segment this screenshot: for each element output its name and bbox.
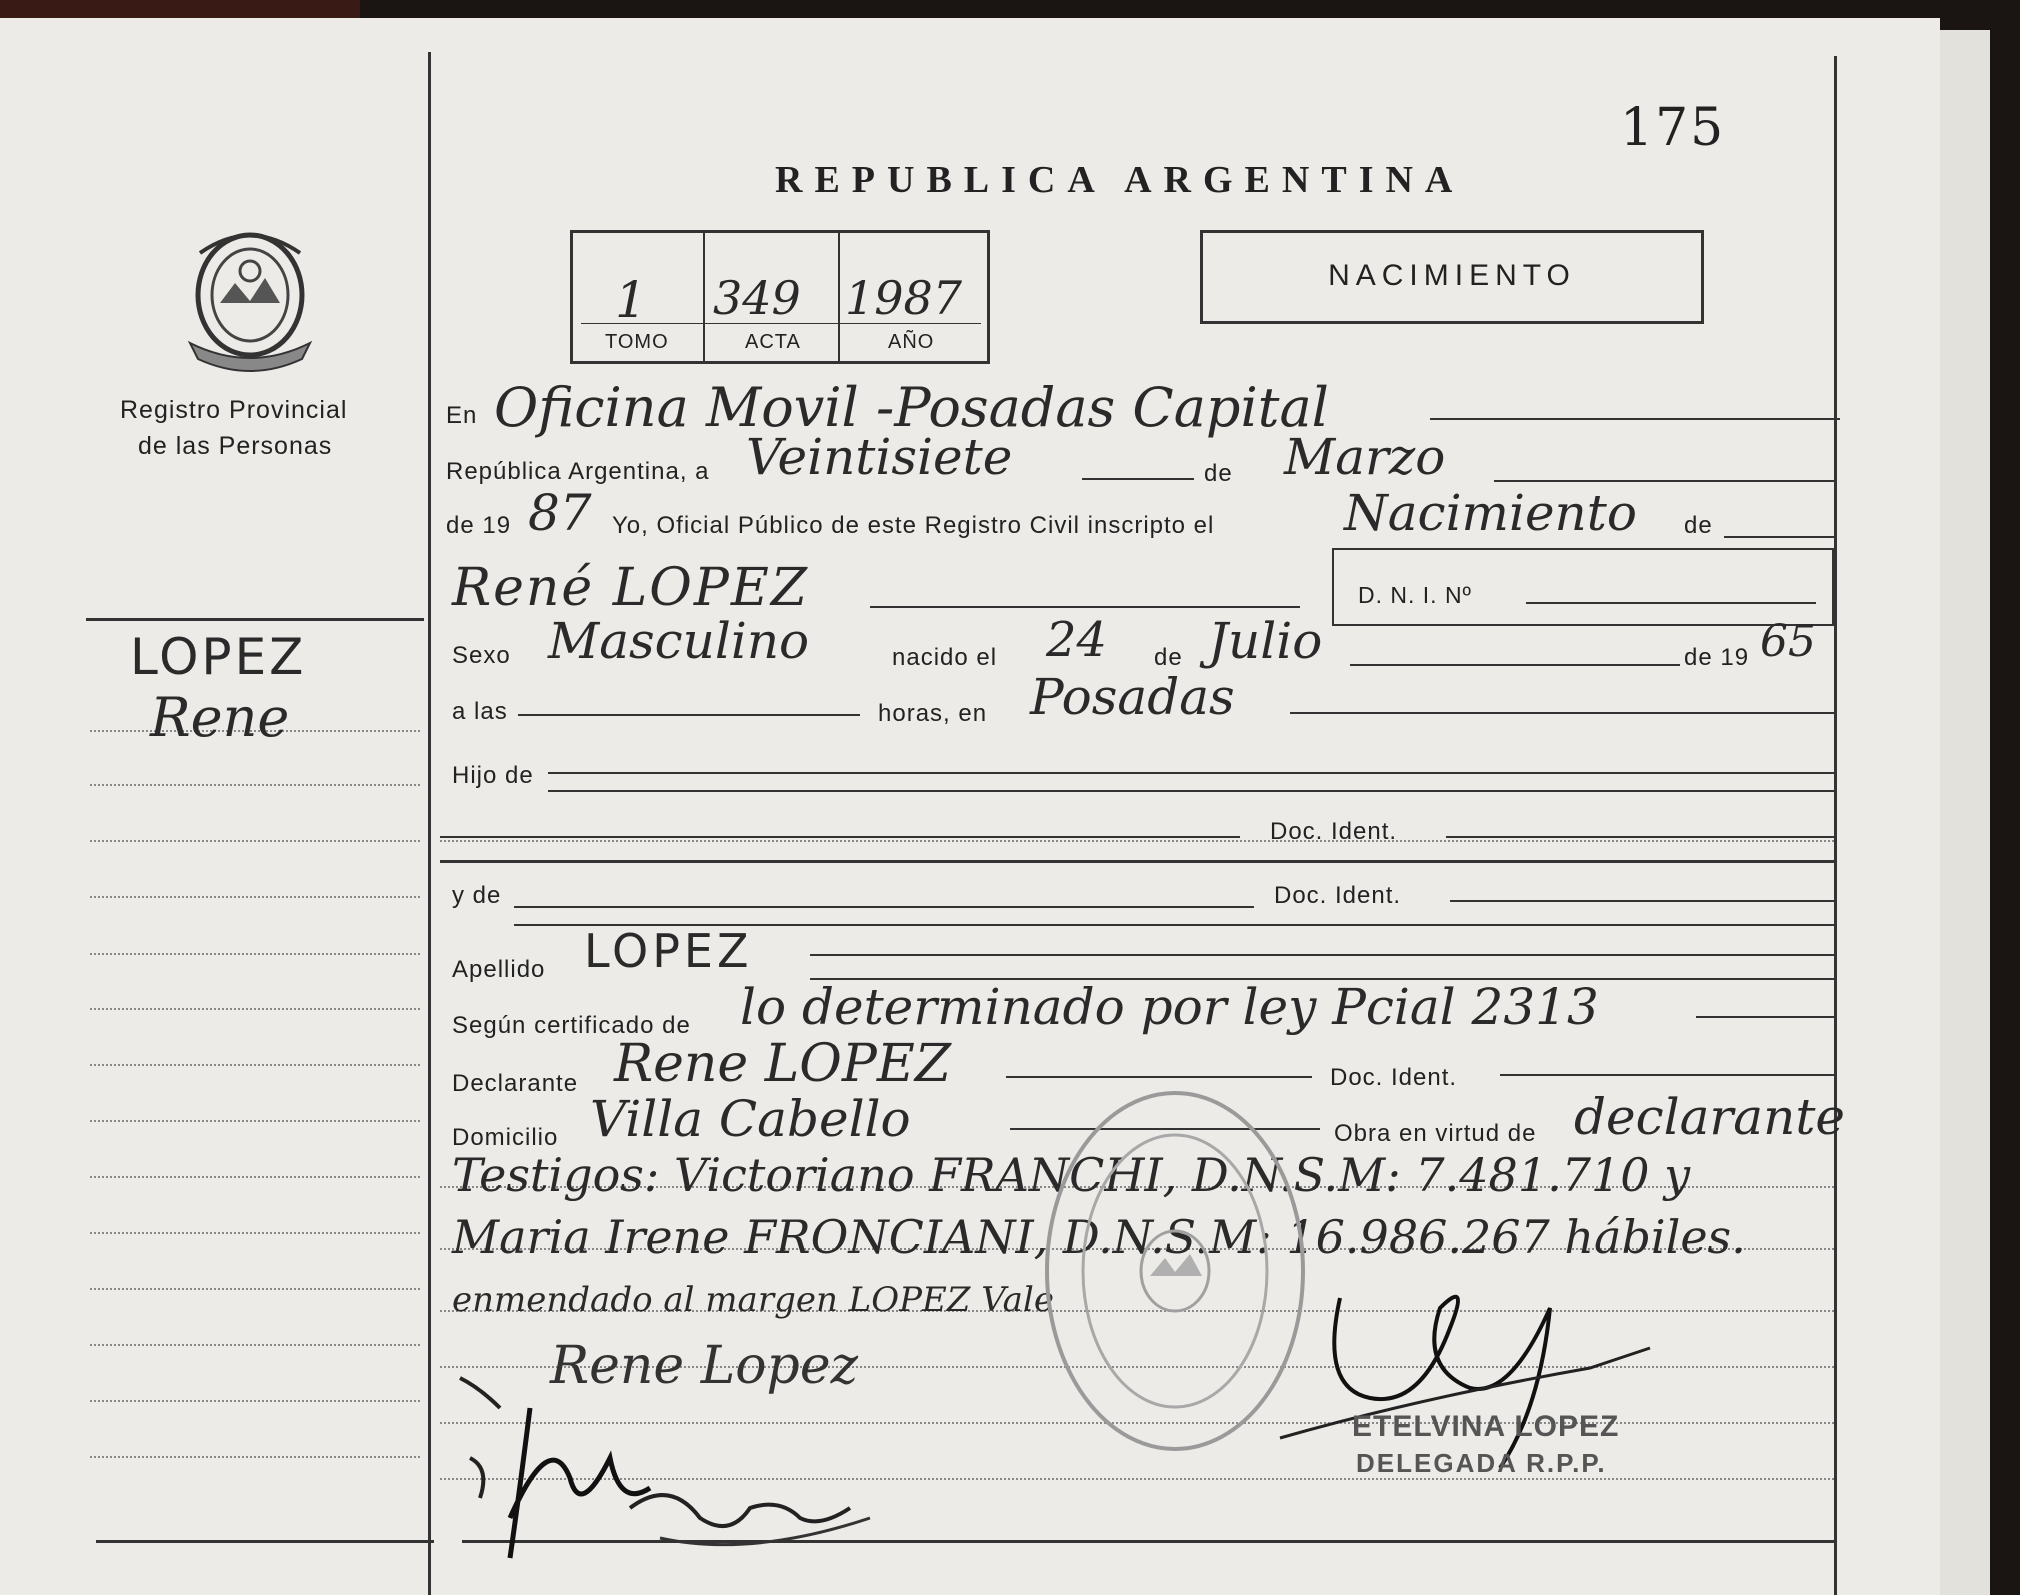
label-horas: horas, en bbox=[878, 700, 988, 727]
provincial-seal-icon bbox=[180, 223, 320, 373]
field-testigos-line2: Maria Irene FRONCIANI, D.N.S.M: 16.986.267 hábiles. bbox=[452, 1210, 1746, 1264]
margin-column-divider bbox=[428, 52, 431, 1595]
label-de19-nac: de 19 bbox=[1684, 644, 1750, 671]
handwritten-signature-icon bbox=[450, 1368, 910, 1568]
field-anio-nac: 65 bbox=[1760, 616, 1816, 667]
label-declarante: Declarante bbox=[452, 1070, 579, 1097]
acta-label: ACTA bbox=[745, 331, 801, 353]
delegada-name: ETELVINA LOPEZ bbox=[1352, 1410, 1620, 1443]
label-apellido: Apellido bbox=[452, 956, 546, 983]
field-dia-letras: Veintisiete bbox=[746, 428, 1013, 486]
label-segun: Según certificado de bbox=[452, 1012, 691, 1039]
act-type-box bbox=[1200, 230, 1704, 324]
field-declarante: Rene LOPEZ bbox=[614, 1034, 951, 1094]
act-type: NACIMIENTO bbox=[1328, 259, 1576, 292]
field-testigos-line1: Testigos: Victoriano FRANCHI, D.N.S.M: 7.481.710 y bbox=[452, 1148, 1691, 1202]
field-enmienda: enmendado al margen LOPEZ Vale bbox=[452, 1280, 1054, 1320]
right-border-line bbox=[1834, 56, 1837, 1595]
field-oficina: Oficina Movil -Posadas Capital bbox=[494, 376, 1329, 439]
field-apellido: LOPEZ bbox=[584, 924, 753, 978]
register-sheet bbox=[0, 18, 1940, 1595]
signature-declarante: Rene Lopez bbox=[550, 1336, 859, 1396]
field-lugar: Posadas bbox=[1030, 668, 1235, 726]
acta-value: 349 bbox=[713, 271, 801, 325]
label-de-mes: de bbox=[1204, 460, 1233, 487]
field-domicilio: Villa Cabello bbox=[590, 1090, 911, 1148]
delegada-title: DELEGADA R.P.P. bbox=[1356, 1448, 1607, 1478]
background-corner bbox=[0, 0, 360, 20]
field-sexo: Masculino bbox=[548, 612, 810, 670]
ano-label: AÑO bbox=[888, 331, 935, 353]
label-a-las: a las bbox=[452, 698, 508, 725]
label-dni: D. N. I. Nº bbox=[1358, 582, 1472, 608]
ano-value: 1987 bbox=[845, 271, 963, 325]
margin-given-name: Rene bbox=[150, 686, 290, 749]
dni-box bbox=[1332, 548, 1834, 626]
margin-top-rule bbox=[86, 618, 424, 621]
label-domicilio: Domicilio bbox=[452, 1124, 559, 1151]
field-certificado: lo determinado por ley Pcial 2313 bbox=[740, 978, 1599, 1036]
label-doc-ident-2: Doc. Ident. bbox=[1274, 882, 1402, 909]
field-dia-nac: 24 bbox=[1046, 612, 1108, 668]
registry-name-line1: Registro Provincial bbox=[120, 396, 348, 424]
label-oficial: Yo, Oficial Público de este Registro Civil inscripto el bbox=[612, 512, 1215, 539]
country-title: REPUBLICA ARGENTINA bbox=[775, 159, 1465, 201]
tomo-label: TOMO bbox=[605, 331, 669, 353]
field-nombre: René LOPEZ bbox=[452, 558, 809, 618]
field-anio: 87 bbox=[528, 484, 592, 542]
label-de-nac: de bbox=[1154, 644, 1183, 671]
tomo-value: 1 bbox=[615, 271, 647, 329]
label-nacido: nacido el bbox=[892, 644, 998, 671]
misiones-seal bbox=[180, 223, 320, 373]
margin-bottom-rule bbox=[96, 1540, 434, 1543]
label-en: En bbox=[446, 402, 478, 429]
registry-name-line2: de las Personas bbox=[138, 432, 333, 460]
field-obra: declarante bbox=[1574, 1088, 1845, 1146]
label-doc-ident-1: Doc. Ident. bbox=[1270, 818, 1398, 845]
label-sexo: Sexo bbox=[452, 642, 511, 669]
field-mes: Marzo bbox=[1284, 428, 1446, 486]
margin-surname: LOPEZ bbox=[130, 628, 307, 686]
field-mes-nac: Julio bbox=[1208, 612, 1323, 670]
label-y-de: y de bbox=[452, 882, 502, 909]
field-inscripto: Nacimiento bbox=[1344, 484, 1637, 542]
label-de-inscripto: de bbox=[1684, 512, 1713, 539]
label-doc-ident-3: Doc. Ident. bbox=[1330, 1064, 1458, 1091]
label-obra: Obra en virtud de bbox=[1334, 1120, 1537, 1147]
label-republica: República Argentina, a bbox=[446, 458, 710, 485]
witness-signatures bbox=[450, 1368, 910, 1568]
label-de19: de 19 bbox=[446, 512, 512, 539]
page-number: 175 bbox=[1620, 98, 1726, 158]
label-hijo: Hijo de bbox=[452, 762, 534, 789]
reference-table bbox=[570, 230, 990, 364]
